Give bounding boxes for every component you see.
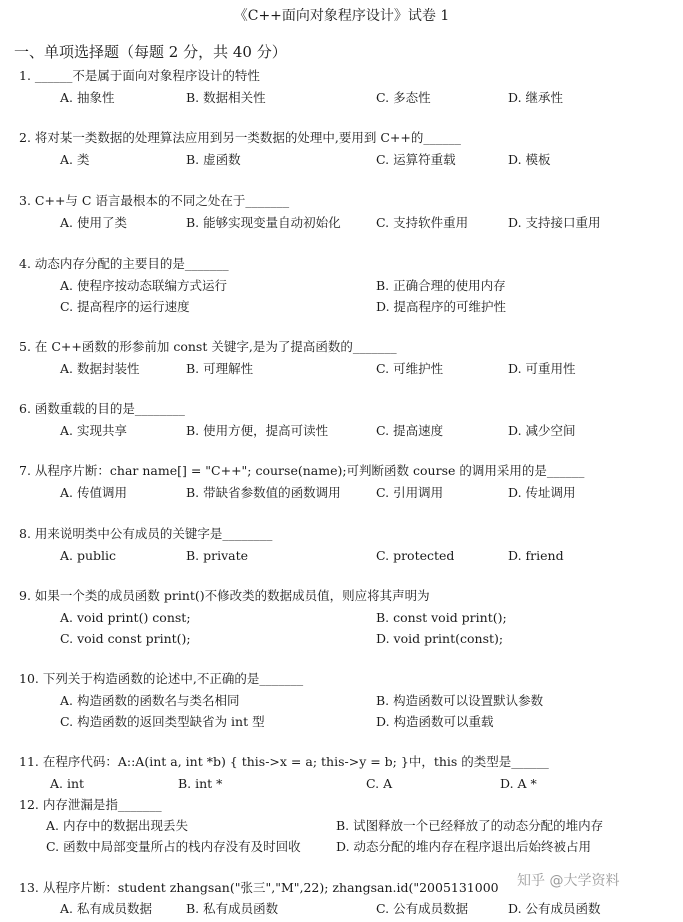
option-a: A. 实现共享: [60, 423, 127, 438]
option-d: D. 模板: [508, 152, 551, 167]
question-stem: 1. ______不是属于面向对象程序设计的特性: [19, 68, 260, 83]
question-stem: 4. 动态内存分配的主要目的是_______: [19, 256, 229, 271]
option-b: B. 使用方便，提高可读性: [186, 423, 329, 438]
option-d: D. 可重用性: [508, 361, 576, 376]
option-d: D. 支持接口重用: [508, 215, 601, 230]
option-d: D. 减少空间: [508, 423, 576, 438]
option-b: B. 试图释放一个已经释放了的动态分配的堆内存: [336, 818, 604, 833]
option-b: B. 正确合理的使用内存: [376, 278, 506, 293]
option-a: A. 构造函数的函数名与类名相同: [60, 693, 240, 708]
question-stem: 7. 从程序片断：char name[] = "C++"; course(name);可判断函数 course 的调用采用的是______: [19, 463, 585, 478]
option-a: A. 使用了类: [60, 215, 127, 230]
option-b: B. 私有成员函数: [186, 901, 279, 916]
question-stem: 10. 下列关于构造函数的论述中,不正确的是_______: [19, 671, 304, 686]
option-d: D. 提高程序的可维护性: [376, 299, 507, 314]
section-heading: 一、单项选择题（每题 2 分，共 40 分）: [14, 43, 287, 61]
question-stem: 5. 在 C++函数的形参前加 const 关键字,是为了提高函数的_______: [19, 339, 397, 354]
exam-title: 《C++面向对象程序设计》试卷 1: [233, 8, 450, 24]
option-b: B. 构造函数可以设置默认参数: [376, 693, 544, 708]
option-a: A. int: [50, 776, 85, 791]
option-b: B. private: [186, 548, 249, 563]
question-stem: 6. 函数重载的目的是________: [19, 401, 185, 416]
option-d: D. A *: [500, 776, 537, 791]
option-a: A. public: [60, 548, 117, 563]
option-d: D. 构造函数可以重载: [376, 714, 494, 729]
option-b: B. 虚函数: [186, 152, 241, 167]
option-a: A. 类: [60, 152, 90, 167]
option-a: A. void print() const;: [60, 610, 191, 625]
option-d: D. 传址调用: [508, 485, 576, 500]
option-c: C. 多态性: [376, 90, 431, 105]
option-a: A. 抽象性: [60, 90, 115, 105]
question-stem: 11. 在程序代码：A::A(int a, int *b) { this->x = a; this->y = b; }中，this 的类型是______: [19, 754, 549, 769]
option-a: A. 传值调用: [60, 485, 127, 500]
option-b: B. 数据相关性: [186, 90, 266, 105]
watermark: 知乎 @大学资料: [517, 873, 620, 889]
question-stem: 8. 用来说明类中公有成员的关键字是________: [19, 526, 273, 541]
option-c: C. protected: [376, 548, 455, 563]
option-c: C. 引用调用: [376, 485, 444, 500]
option-c: C. 提高程序的运行速度: [60, 299, 190, 314]
question-stem: 2. 将对某一类数据的处理算法应用到另一类数据的处理中,要用到 C++的______: [19, 130, 461, 145]
option-b: B. 能够实现变量自动初始化: [186, 215, 341, 230]
option-c: C. 支持软件重用: [376, 215, 469, 230]
option-b: B. const void print();: [376, 610, 507, 625]
option-c: C. A: [366, 776, 393, 791]
option-d: D. friend: [508, 548, 564, 563]
option-b: B. 带缺省参数值的函数调用: [186, 485, 341, 500]
question-stem: 3. C++与 C 语言最根本的不同之处在于_______: [19, 193, 290, 208]
option-b: B. int *: [178, 776, 223, 791]
option-a: A. 数据封装性: [60, 361, 140, 376]
option-c: C. 公有成员数据: [376, 901, 469, 916]
option-c: C. 构造函数的返回类型缺省为 int 型: [60, 714, 265, 729]
option-c: C. 提高速度: [376, 423, 444, 438]
option-d: D. 动态分配的堆内存在程序退出后始终被占用: [336, 839, 592, 854]
option-a: A. 私有成员数据: [60, 901, 152, 916]
option-c: C. void const print();: [60, 631, 191, 646]
option-c: C. 运算符重载: [376, 152, 456, 167]
option-d: D. 公有成员函数: [508, 901, 601, 916]
option-d: D. void print(const);: [376, 631, 504, 646]
option-a: A. 内存中的数据出现丢失: [46, 818, 188, 833]
option-b: B. 可理解性: [186, 361, 254, 376]
question-stem: 9. 如果一个类的成员函数 print()不修改类的数据成员值，则应将其声明为: [19, 588, 430, 603]
option-c: C. 可维护性: [376, 361, 444, 376]
question-stem: 13. 从程序片断：student zhangsan("张三","M",22); zhangsan.id("2005131000: [19, 880, 499, 895]
question-stem: 12. 内存泄漏是指_______: [19, 797, 162, 812]
option-c: C. 函数中局部变量所占的栈内存没有及时回收: [46, 839, 301, 854]
option-a: A. 使程序按动态联编方式运行: [60, 278, 227, 293]
option-d: D. 继承性: [508, 90, 564, 105]
